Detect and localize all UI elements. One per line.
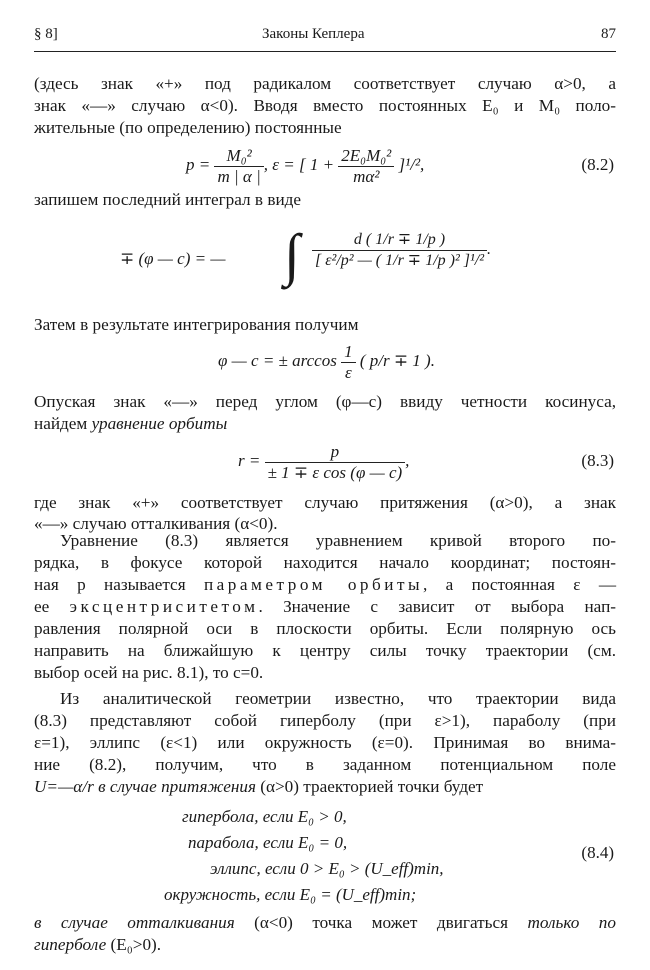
case-parabola: парабола, если E₀ = 0, [188,833,348,852]
text-line: U=—α/r в случае притяжения (α>0) траекторией точки будет [34,777,484,796]
text-line: равления полярной оси в плоскости орбиты. Если полярную ось [34,619,616,638]
text-line: где знак «+» соответствует случаю притяжения (α>0), а знак [34,493,616,512]
text-line: ε=1), эллипс (ε<1) или окружность (ε=0). Принимая во внима- [34,733,616,752]
case-hyperbola: гипербола, если E₀ > 0, [182,807,347,826]
text-line: рядка, в фокусе которой находится начало координат; постоян- [34,553,616,572]
equation-8-2: p = $\frac{\text{M₀²}}{m | \alpha |}$ , ε = [ 1 + $\frac{\text{2E₀M₀²}}{\text{mα²}}$ ]¹/², [186,145,425,186]
equation-number: (8.4) [581,843,614,862]
equation-number: (8.2) [581,155,614,174]
text-line: Уравнение (8.3) является уравнением кривой второго по- [60,531,616,550]
text-line: направить на ближайшую к центру силы точку траектории (см. [34,641,616,660]
text-line: ние (8.2), получим, что в заданном потенциальном поле [34,755,616,774]
integral-sign: ∫ [284,222,300,287]
running-title: Законы Кеплера [262,26,365,42]
text-line: знак «—» случаю α<0). Вводя вместо постоянных E₀ и M₀ поло- [34,96,616,115]
page-number: 87 [601,26,616,42]
text-line: жительные (по определению) постоянные [34,118,342,137]
text-line: ная p называется параметром орбиты, а постоянная ε — [34,575,617,594]
header-rule [34,51,616,52]
text-line: «—» случаю отталкивания (α<0). [34,514,278,533]
integral-fraction: $\frac{d ( 1/r \mp 1/p )}{\text{[ ε²/p² — ( 1/r ∓ 1/p )² ]¹/²}}$ . [312,230,491,271]
text-line: запишем последний интеграл в виде [34,190,302,209]
text-line: Затем в результате интегрирования получим [34,315,359,334]
equation-number: (8.3) [581,451,614,470]
case-circle: окружность, если E₀ = (U_eff)min; [164,885,417,904]
text-line: гиперболе (E₀>0). [34,935,162,954]
text-line: выбор осей на рис. 8.1), то c=0. [34,663,264,682]
text-line: Из аналитической геометрии известно, что траектории вида [60,689,616,708]
text-line: Опуская знак «—» перед углом (φ—c) ввиду четности косинуса, [34,392,616,411]
equation-8-3: r = $\frac{p}{\text{± 1 ∓ ε cos (φ — c)}}$ , [238,441,410,482]
section-marker: § 8] [34,26,58,42]
text-line: (8.3) представляют собой гиперболу (при ε>1), параболу (при [34,711,616,730]
text-line: в случае отталкивания (α<0) точка может двигаться только по [34,913,616,932]
case-ellipse: эллипс, если 0 > E₀ > (U_eff)min, [210,859,444,878]
text-line: (здесь знак «+» под радикалом соответствует случаю α>0, а [34,74,616,93]
integral-lhs: ∓ (φ — c) = — [120,249,226,268]
text-line: ее эксцентриситетом. Значение c зависит от выбора нап- [34,597,617,616]
text-line: найдем уравнение орбиты [34,414,228,433]
equation-arccos: φ — c = ± arccos $\frac{1}{\varepsilon}$ ( p/r ∓ 1 ). [218,341,435,382]
